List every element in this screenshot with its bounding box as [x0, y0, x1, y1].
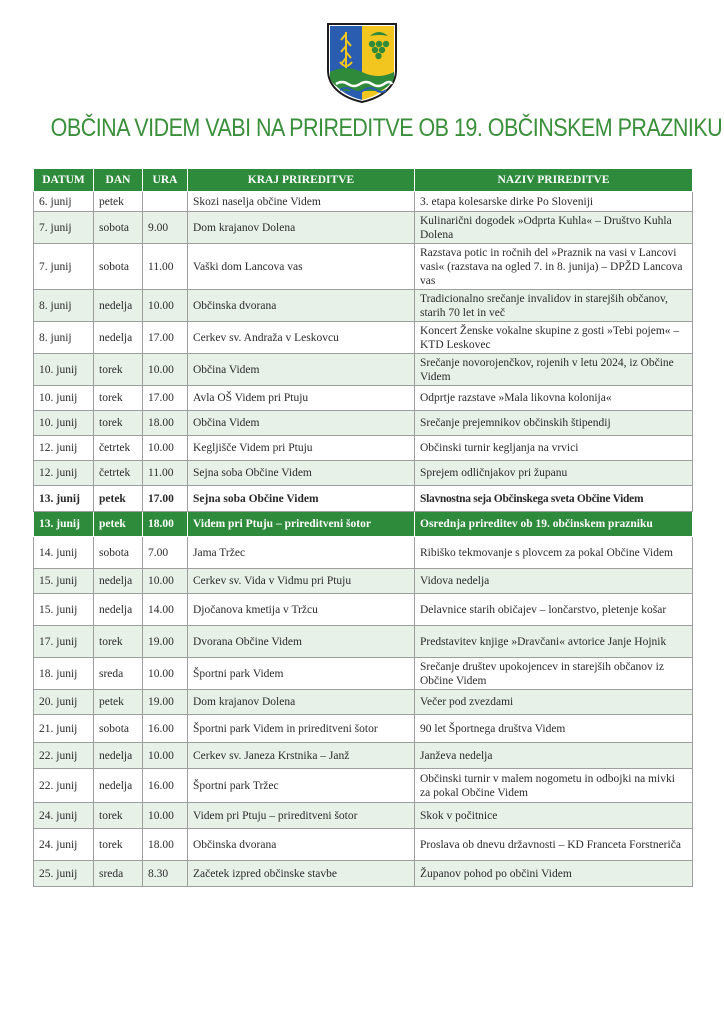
table-row	[34, 212, 693, 244]
column-header-ura: URA	[143, 169, 188, 192]
cell-ura: 9.00	[143, 212, 188, 244]
cell-naziv: Koncert Ženske vokalne skupine z gosti »Tebi pojem« – KTD Leskovec	[415, 322, 693, 354]
cell-datum: 10. junij	[34, 411, 94, 436]
cell-dan: sreda	[94, 861, 143, 887]
cell-naziv: Občinski turnir v malem nogometu in odbojki na mivki za pokal Občine Videm	[415, 769, 693, 803]
cell-dan: petek	[94, 690, 143, 715]
cell-ura: 14.00	[143, 594, 188, 626]
cell-naziv: Vidova nedelja	[415, 569, 693, 594]
cell-naziv: Predstavitev knjige »Dravčani« avtorice Janje Hojnik	[415, 626, 693, 658]
column-header-naziv: NAZIV PRIREDITVE	[415, 169, 693, 192]
cell-datum: 7. junij	[34, 212, 94, 244]
cell-dan: petek	[94, 486, 143, 512]
cell-naziv: Županov pohod po občini Videm	[415, 861, 693, 887]
cell-dan: sobota	[94, 212, 143, 244]
cell-kraj: Športni park Videm in prireditveni šotor	[188, 715, 415, 743]
cell-kraj: Videm pri Ptuju – prireditveni šotor	[188, 803, 415, 829]
table-row	[34, 569, 693, 594]
table-row	[34, 436, 693, 461]
cell-datum: 24. junij	[34, 829, 94, 861]
cell-dan: nedelja	[94, 743, 143, 769]
cell-datum: 7. junij	[34, 244, 94, 290]
cell-dan: nedelja	[94, 290, 143, 322]
column-header-datum: DATUM	[34, 169, 94, 192]
table-row	[34, 594, 693, 626]
cell-kraj: Začetek izpred občinske stavbe	[188, 861, 415, 887]
cell-datum: 14. junij	[34, 537, 94, 569]
cell-ura: 11.00	[143, 461, 188, 486]
cell-kraj: Dom krajanov Dolena	[188, 690, 415, 715]
cell-dan: nedelja	[94, 594, 143, 626]
cell-ura: 10.00	[143, 290, 188, 322]
cell-naziv: Slavnostna seja Občinskega sveta Občine Videm	[415, 486, 693, 512]
cell-ura: 18.00	[143, 829, 188, 861]
cell-kraj: Avla OŠ Videm pri Ptuju	[188, 386, 415, 411]
cell-datum: 15. junij	[34, 594, 94, 626]
cell-datum: 22. junij	[34, 769, 94, 803]
table-row	[34, 658, 693, 690]
cell-dan: torek	[94, 829, 143, 861]
cell-dan: torek	[94, 626, 143, 658]
cell-dan: petek	[94, 512, 143, 537]
cell-dan: četrtek	[94, 436, 143, 461]
cell-naziv: Janževa nedelja	[415, 743, 693, 769]
cell-datum: 25. junij	[34, 861, 94, 887]
table-row	[34, 192, 693, 212]
cell-naziv: Sprejem odličnjakov pri županu	[415, 461, 693, 486]
cell-kraj: Videm pri Ptuju – prireditveni šotor	[188, 512, 415, 537]
cell-kraj: Kegljišče Videm pri Ptuju	[188, 436, 415, 461]
table-row	[34, 537, 693, 569]
cell-dan: torek	[94, 411, 143, 436]
cell-dan: sreda	[94, 658, 143, 690]
cell-dan: nedelja	[94, 322, 143, 354]
cell-ura: 16.00	[143, 715, 188, 743]
cell-kraj: Občinska dvorana	[188, 829, 415, 861]
cell-ura: 19.00	[143, 626, 188, 658]
cell-datum: 10. junij	[34, 386, 94, 411]
column-header-dan: DAN	[94, 169, 143, 192]
cell-dan: sobota	[94, 244, 143, 290]
cell-kraj: Občinska dvorana	[188, 290, 415, 322]
cell-ura: 19.00	[143, 690, 188, 715]
cell-ura: 10.00	[143, 354, 188, 386]
cell-naziv: Proslava ob dnevu državnosti – KD Franceta Forstneriča	[415, 829, 693, 861]
cell-naziv: Osrednja prireditev ob 19. občinskem prazniku	[415, 512, 693, 537]
table-row	[34, 743, 693, 769]
cell-datum: 12. junij	[34, 436, 94, 461]
cell-datum: 12. junij	[34, 461, 94, 486]
cell-naziv: Srečanje prejemnikov občinskih štipendij	[415, 411, 693, 436]
cell-datum: 21. junij	[34, 715, 94, 743]
cell-naziv: 3. etapa kolesarske dirke Po Sloveniji	[415, 192, 693, 212]
cell-naziv: Delavnice starih običajev – lončarstvo, pletenje košar	[415, 594, 693, 626]
cell-ura: 17.00	[143, 322, 188, 354]
cell-kraj: Cerkev sv. Andraža v Leskovcu	[188, 322, 415, 354]
cell-kraj: Športni park Tržec	[188, 769, 415, 803]
cell-datum: 8. junij	[34, 290, 94, 322]
cell-datum: 24. junij	[34, 803, 94, 829]
table-row	[34, 354, 693, 386]
cell-ura: 10.00	[143, 436, 188, 461]
cell-ura: 16.00	[143, 769, 188, 803]
cell-ura: 10.00	[143, 803, 188, 829]
cell-ura: 18.00	[143, 512, 188, 537]
cell-dan: sobota	[94, 715, 143, 743]
cell-kraj: Skozi naselja občine Videm	[188, 192, 415, 212]
cell-kraj: Športni park Videm	[188, 658, 415, 690]
cell-kraj: Sejna soba Občine Videm	[188, 486, 415, 512]
cell-dan: nedelja	[94, 769, 143, 803]
cell-kraj: Vaški dom Lancova vas	[188, 244, 415, 290]
cell-dan: nedelja	[94, 569, 143, 594]
table-row	[34, 861, 693, 887]
cell-kraj: Sejna soba Občine Videm	[188, 461, 415, 486]
table-row	[34, 769, 693, 803]
cell-ura: 17.00	[143, 486, 188, 512]
table-row	[34, 803, 693, 829]
coat-of-arms-icon	[326, 22, 398, 104]
table-row	[34, 461, 693, 486]
cell-kraj: Cerkev sv. Vida v Vidmu pri Ptuju	[188, 569, 415, 594]
cell-datum: 17. junij	[34, 626, 94, 658]
cell-datum: 18. junij	[34, 658, 94, 690]
cell-naziv: Skok v počitnice	[415, 803, 693, 829]
table-row	[34, 386, 693, 411]
events-table	[33, 168, 693, 887]
cell-dan: sobota	[94, 537, 143, 569]
cell-kraj: Jama Tržec	[188, 537, 415, 569]
cell-ura: 8.30	[143, 861, 188, 887]
cell-naziv: Kulinarični dogodek »Odprta Kuhla« – Društvo Kuhla Dolena	[415, 212, 693, 244]
cell-kraj: Dom krajanov Dolena	[188, 212, 415, 244]
cell-ura: 7.00	[143, 537, 188, 569]
cell-datum: 20. junij	[34, 690, 94, 715]
cell-kraj: Cerkev sv. Janeza Krstnika – Janž	[188, 743, 415, 769]
cell-ura: 17.00	[143, 386, 188, 411]
table-row	[34, 829, 693, 861]
cell-dan: petek	[94, 192, 143, 212]
cell-dan: torek	[94, 354, 143, 386]
table-row	[34, 715, 693, 743]
cell-dan: torek	[94, 803, 143, 829]
cell-naziv: Ribiško tekmovanje s plovcem za pokal Občine Videm	[415, 537, 693, 569]
cell-kraj: Občina Videm	[188, 411, 415, 436]
table-row	[34, 411, 693, 436]
cell-datum: 15. junij	[34, 569, 94, 594]
table-row	[34, 322, 693, 354]
cell-datum: 22. junij	[34, 743, 94, 769]
table-row	[34, 626, 693, 658]
table-row	[34, 690, 693, 715]
cell-ura: 10.00	[143, 743, 188, 769]
column-header-kraj: KRAJ PRIREDITVE	[188, 169, 415, 192]
table-row	[34, 244, 693, 290]
cell-datum: 6. junij	[34, 192, 94, 212]
table-row	[34, 290, 693, 322]
cell-ura: 10.00	[143, 569, 188, 594]
cell-dan: četrtek	[94, 461, 143, 486]
cell-ura	[143, 192, 188, 212]
cell-datum: 13. junij	[34, 486, 94, 512]
cell-naziv: Razstava potic in ročnih del »Praznik na vasi v Lancovi vasi« (razstava na ogled 7. in 8. junija) – DPŽD Lancova vas	[415, 244, 693, 290]
cell-naziv: Večer pod zvezdami	[415, 690, 693, 715]
cell-kraj: Občina Videm	[188, 354, 415, 386]
cell-naziv: Občinski turnir kegljanja na vrvici	[415, 436, 693, 461]
table-header-row	[34, 169, 693, 192]
cell-kraj: Djočanova kmetija v Tržcu	[188, 594, 415, 626]
cell-naziv: Srečanje novorojenčkov, rojenih v letu 2024, iz Občine Videm	[415, 354, 693, 386]
cell-ura: 10.00	[143, 658, 188, 690]
table-row	[34, 512, 693, 537]
cell-naziv: Tradicionalno srečanje invalidov in starejših občanov, starih 70 let in več	[415, 290, 693, 322]
cell-naziv: Srečanje društev upokojencev in starejših občanov iz Občine Videm	[415, 658, 693, 690]
cell-datum: 10. junij	[34, 354, 94, 386]
cell-ura: 11.00	[143, 244, 188, 290]
cell-naziv: 90 let Športnega društva Videm	[415, 715, 693, 743]
cell-kraj: Dvorana Občine Videm	[188, 626, 415, 658]
cell-ura: 18.00	[143, 411, 188, 436]
page-title: OBČINA VIDEM VABI NA PRIREDITVE OB 19. OBČINSKEM PRAZNIKU	[50, 114, 723, 142]
cell-datum: 13. junij	[34, 512, 94, 537]
cell-datum: 8. junij	[34, 322, 94, 354]
cell-dan: torek	[94, 386, 143, 411]
table-row	[34, 486, 693, 512]
cell-naziv: Odprtje razstave »Mala likovna kolonija«	[415, 386, 693, 411]
